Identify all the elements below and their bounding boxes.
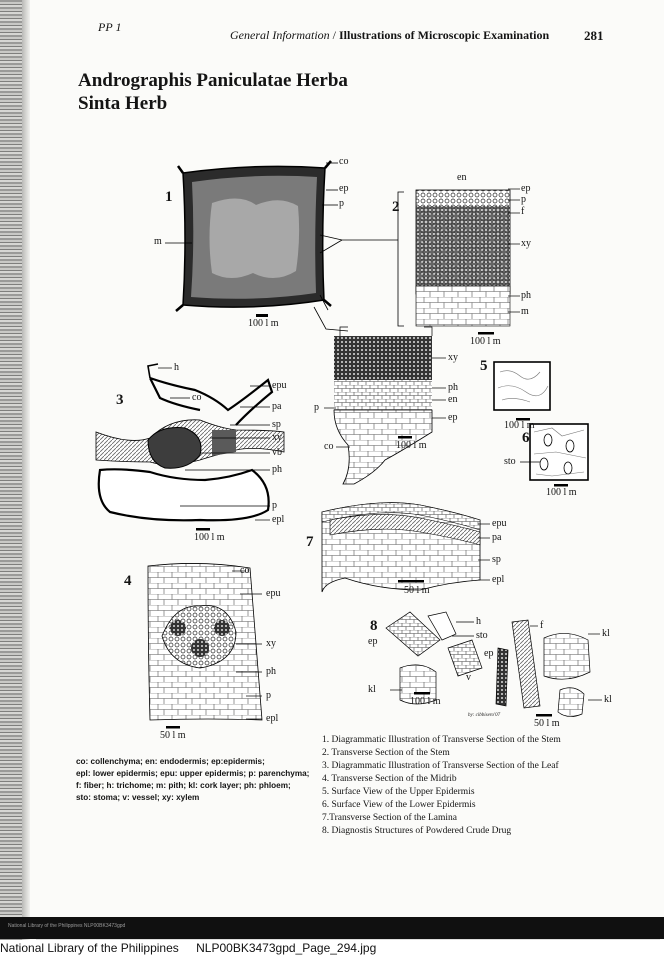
center-label-p: p bbox=[314, 402, 319, 413]
fig3-label-xy: xy bbox=[272, 432, 282, 443]
fig4-label-ph: ph bbox=[266, 666, 276, 677]
fig1-label-ep: ep bbox=[339, 183, 349, 194]
abbreviation-line: sto: stoma; v: vessel; xy: xylem bbox=[76, 793, 200, 802]
fig1-stem-diagram bbox=[165, 161, 398, 331]
fig4-number: 4 bbox=[124, 573, 132, 589]
fig1-number: 1 bbox=[165, 189, 173, 205]
fig3-label-vb: vb bbox=[272, 447, 282, 458]
fig6-lower-epidermis bbox=[520, 424, 588, 487]
abbreviation-line: co: collenchyma; en: endodermis; ep:epidermis; bbox=[76, 757, 265, 766]
fig4-label-epl: epl bbox=[266, 713, 279, 724]
abbreviation-line: f: fiber; h: trichome; m: pith; kl: cork layer; ph: phloem; bbox=[76, 781, 291, 790]
fig3-label-p: p bbox=[272, 500, 277, 511]
footer bbox=[0, 940, 664, 957]
fig3-label-pa: pa bbox=[272, 401, 282, 412]
fig8-label-kl2: kl bbox=[368, 684, 376, 695]
fig8-label-v: v bbox=[466, 672, 471, 683]
fig4-label-epu: epu bbox=[266, 588, 281, 599]
header-section-bold: Illustrations of Microscopic Examination bbox=[339, 28, 550, 42]
fig2-label-p: p bbox=[521, 194, 526, 205]
page-subtitle: Sinta Herb bbox=[78, 93, 168, 114]
fig6-number: 6 bbox=[522, 430, 530, 446]
fig3-label-co: co bbox=[192, 392, 202, 403]
fig3-label-sp: sp bbox=[272, 419, 281, 430]
fig2-label-ph: ph bbox=[521, 290, 531, 301]
caption-line: 5. Surface View of the Upper Epidermis bbox=[322, 787, 475, 797]
illustrator-credit: by: cibbisero'07 bbox=[468, 713, 501, 718]
center-scale: 100 l m bbox=[396, 440, 427, 451]
caption-line: 4. Transverse Section of the Midrib bbox=[322, 774, 457, 784]
fig7-scale: 50 l m bbox=[404, 585, 430, 596]
fig1-label-p: p bbox=[339, 198, 344, 209]
center-label-ep: ep bbox=[448, 412, 458, 423]
center-label-en: en bbox=[448, 394, 458, 405]
fig2-label-en: en bbox=[457, 172, 467, 183]
fig4-scale: 50 l m bbox=[160, 730, 186, 741]
fig8-label-kl3: kl bbox=[604, 694, 612, 705]
center-stem-corner-section bbox=[324, 327, 446, 484]
fig8-scale2: 50 l m bbox=[534, 718, 560, 729]
fig3-number: 3 bbox=[116, 392, 124, 408]
fig2-label-ep: ep bbox=[521, 183, 531, 194]
fig7-label-pa: pa bbox=[492, 532, 502, 543]
caption-line: 7.Transverse Section of the Lamina bbox=[322, 813, 457, 823]
center-label-xy: xy bbox=[448, 352, 458, 363]
fig8-scale: 100 l m bbox=[410, 696, 441, 707]
fig8-label-h: h bbox=[476, 616, 481, 627]
fig8-label-ep2: ep bbox=[484, 648, 494, 659]
center-label-co: co bbox=[324, 441, 334, 452]
caption-line: 6. Surface View of the Lower Epidermis bbox=[322, 800, 476, 810]
fig1-label-co: co bbox=[339, 156, 349, 167]
fig6-scale: 100 l m bbox=[546, 487, 577, 498]
fig3-leaf-diagram bbox=[96, 364, 287, 531]
page-number: 281 bbox=[584, 28, 604, 43]
fig2-label-xy: xy bbox=[521, 238, 531, 249]
fig2-scale: 100 l m bbox=[470, 336, 501, 347]
header-code: PP 1 bbox=[98, 20, 122, 34]
fig1-label-m: m bbox=[154, 236, 162, 247]
scan-bar bbox=[0, 917, 664, 939]
fig3-label-h: h bbox=[174, 362, 179, 373]
header-separator: / bbox=[329, 28, 339, 42]
center-label-ph: ph bbox=[448, 382, 458, 393]
fig8-label-f: f bbox=[540, 620, 544, 631]
footer-library: National Library of the Philippines bbox=[0, 941, 179, 955]
caption-line: 3. Diagrammatic Illustration of Transverse Section of the Leaf bbox=[322, 761, 559, 771]
abbreviation-line: epl: lower epidermis; epu: upper epidermis; p: parenchyma; bbox=[76, 769, 310, 778]
fig3-label-epl: epl bbox=[272, 514, 285, 525]
caption-line: 1. Diagrammatic Illustration of Transverse Section of the Stem bbox=[322, 735, 561, 745]
fig8-label-ep: ep bbox=[368, 636, 378, 647]
fig4-label-p: p bbox=[266, 690, 271, 701]
fig3-scale: 100 l m bbox=[194, 532, 225, 543]
fig8-label-sto: sto bbox=[476, 630, 488, 641]
scan-bar-text: National Library of the Philippines NLP00BK3473gpd bbox=[8, 923, 126, 929]
caption-line: 2. Transverse Section of the Stem bbox=[322, 748, 450, 758]
caption-line: 8. Diagnostis Structures of Powdered Crude Drug bbox=[322, 826, 512, 836]
fig7-lamina-section bbox=[322, 503, 490, 592]
fig4-label-xy: xy bbox=[266, 638, 276, 649]
page-title: Andrographis Paniculatae Herba bbox=[78, 70, 348, 91]
footer-file: NLP00BK3473gpd_Page_294.jpg bbox=[196, 941, 377, 955]
fig2-stem-section bbox=[398, 189, 520, 335]
fig7-number: 7 bbox=[306, 534, 314, 550]
fig6-label-sto: sto bbox=[504, 456, 516, 467]
fig1-scale: 100 l m bbox=[248, 318, 279, 329]
fig8-label-kl: kl bbox=[602, 628, 610, 639]
header-section-italic: General Information bbox=[230, 28, 330, 42]
fig3-label-epu: epu bbox=[272, 380, 287, 391]
fig4-midrib-section bbox=[148, 563, 262, 728]
fig2-number: 2 bbox=[392, 199, 400, 215]
fig7-label-epl: epl bbox=[492, 574, 505, 585]
fig2-label-f: f bbox=[521, 206, 525, 217]
fig3-label-ph: ph bbox=[272, 464, 282, 475]
fig5-number: 5 bbox=[480, 358, 488, 374]
fig7-label-epu: epu bbox=[492, 518, 507, 529]
fig4-label-co: co bbox=[240, 565, 250, 576]
fig8-number: 8 bbox=[370, 618, 378, 634]
fig7-label-sp: sp bbox=[492, 554, 501, 565]
fig5-upper-epidermis bbox=[494, 362, 550, 421]
fig5-scale: 100 l m bbox=[504, 420, 535, 431]
fig2-label-m: m bbox=[521, 306, 529, 317]
